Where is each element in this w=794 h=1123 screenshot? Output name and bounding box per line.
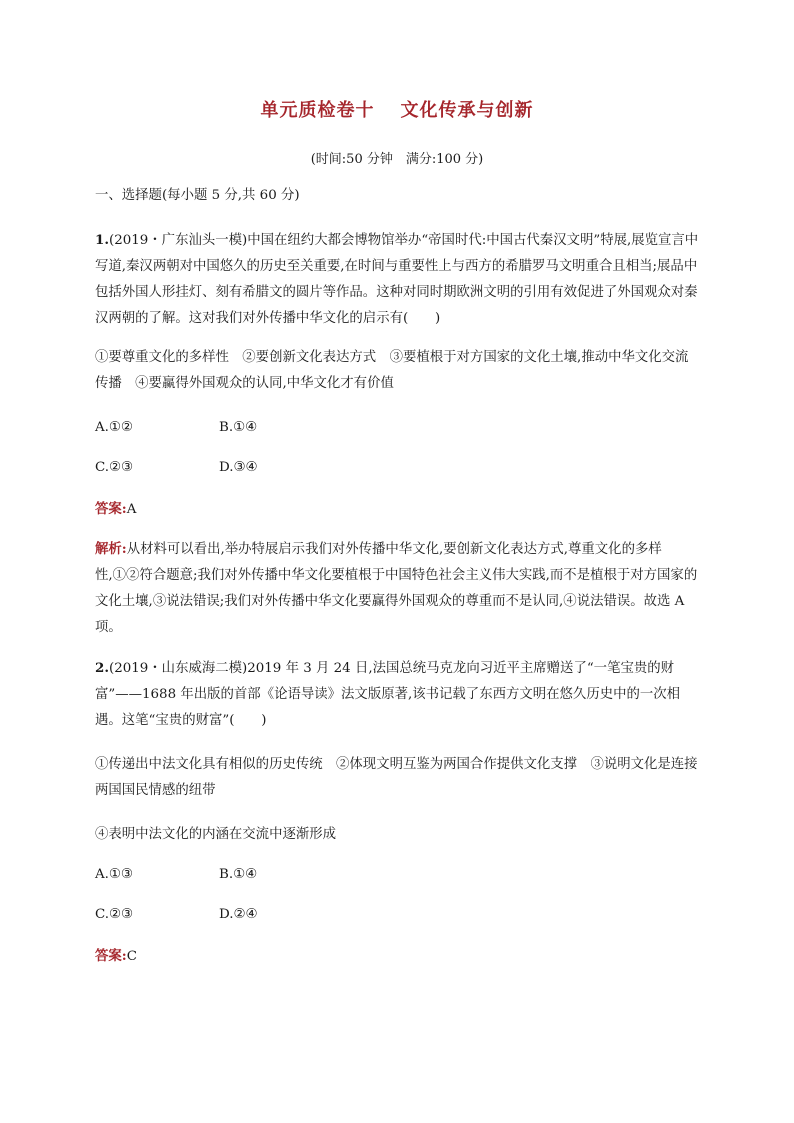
question-1-choices-row-1: [95, 415, 699, 441]
exam-meta: (时间:50 分钟 满分:100 分): [310, 152, 484, 167]
question-1-answer: [95, 496, 699, 523]
question-2-options: ①传递出中法文化具有相似的历史传统 ②体现文明互鉴为两国合作提供文化支撑 ③说明文化是连接两国国民情感的纽带: [95, 757, 698, 798]
question-2-choice-a[interactable]: A.①③: [95, 867, 133, 882]
question-1-text: (2019・广东汕头一模)中国在纽约大都会博物馆举办“帝国时代:中国古代秦汉文明”特展,展览宣言中写道,秦汉两朝对中国悠久的历史至关重要,在时间与重要性上与西方的希腊罗马文明重合且相当;展品中包括外国人形挂灯、刻有希腊文的圆片等作品。这种对同时期欧洲文明的引用有效促进了外国观众对秦汉两朝的了解。这对我们对外传播中华文化的启示有( ): [95, 233, 699, 326]
answer-label: 答案:: [95, 948, 127, 964]
answer-label: 答案:: [95, 501, 127, 517]
question-2-choice-d[interactable]: D.②④: [219, 907, 258, 922]
question-1-choice-d[interactable]: D.③④: [219, 460, 258, 475]
answer-value: A: [126, 502, 137, 517]
question-2-number: 2.: [95, 660, 109, 676]
question-1-number: 1.: [95, 232, 109, 248]
explanation-text: 从材料可以看出,举办特展启示我们对外传播中华文化,要创新文化表达方式,尊重文化的多样性,①②符合题意;我们对外传播中华文化要植根于中国特色社会主义伟大实践,而不是植根于对方国家的文化土壤,③说法错误;我们对外传播中华文化要赢得外国观众的尊重而不是认同,④说法错误。故选 A 项。: [95, 542, 698, 635]
question-1-choice-c[interactable]: C.②③: [95, 460, 134, 475]
question-2-choice-b[interactable]: B.①④: [219, 867, 258, 882]
question-1-options: ①要尊重文化的多样性 ②要创新文化表达方式 ③要植根于对方国家的文化土壤,推动中华文化交流传播 ④要赢得外国观众的认同,中华文化才有价值: [95, 350, 689, 391]
question-2-choice-c[interactable]: C.②③: [95, 907, 134, 922]
question-2-choices-row-1: [95, 862, 699, 888]
question-1-explanation: [95, 536, 699, 641]
explanation-label: 解析:: [95, 541, 127, 557]
question-2-option-4: ④表明中法文化的内涵在交流中逐渐形成: [95, 827, 337, 842]
answer-value: C: [126, 949, 137, 964]
title-main: 单元质检卷十: [260, 100, 375, 121]
question-1-stem: [95, 227, 699, 332]
title-sub: 文化传承与创新: [400, 100, 534, 121]
section-heading: 一、选择题(每小题 5 分,共 60 分): [95, 188, 300, 203]
question-1-choice-a[interactable]: A.①②: [95, 420, 133, 435]
question-2-choices-row-2: [95, 902, 699, 928]
question-2-answer: [95, 943, 699, 970]
question-2-text: (2019・山东威海二模)2019 年 3 月 24 日,法国总统马克龙向习近平主席赠送了“一笔宝贵的财富”——1688 年出版的首部《论语导读》法文版原著,该书记载了东西方文明在悠久历史中的一次相遇。这笔“宝贵的财富”( ): [95, 661, 681, 728]
question-2-stem: [95, 655, 699, 734]
page-title: [0, 96, 794, 122]
question-1-choice-b[interactable]: B.①④: [219, 420, 258, 435]
question-1-choices-row-2: [95, 455, 699, 481]
